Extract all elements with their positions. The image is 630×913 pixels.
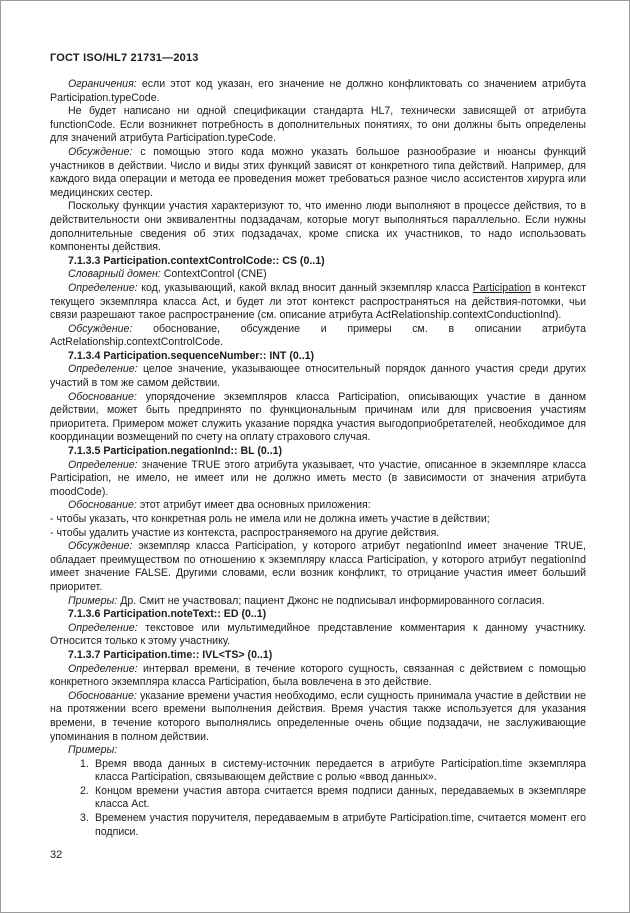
lead-in-label: Примеры: <box>68 744 118 757</box>
text-run: интервал времени, в течение которого сущность, связанная с действием с помощью конкретного экземпляра класса Participation, была вовлечена в это действие. <box>50 662 586 689</box>
list-item <box>50 758 586 785</box>
section-heading <box>50 445 586 459</box>
paragraph <box>50 622 586 649</box>
paragraph <box>50 323 586 350</box>
paragraph <box>50 663 586 690</box>
lead-in-label: Обсуждение: <box>68 145 141 158</box>
document-content <box>50 78 586 839</box>
lead-in-label: Обоснование: <box>68 499 140 512</box>
list-item-number: 1. <box>80 757 89 770</box>
lead-in-label: Словарный домен: <box>68 268 164 281</box>
paragraph <box>50 690 586 744</box>
paragraph <box>50 540 586 594</box>
paragraph <box>50 595 586 609</box>
text-run: значение TRUE этого атрибута указывает, что участие, описанное в экземпляре класса Participation, не имело, не имеет или не должно иметь место (в зависимости от значения атрибута moodCode). <box>50 458 587 498</box>
text-run: этот атрибут имеет два основных приложения: <box>139 499 371 512</box>
text-run: - чтобы удалить участие из контекста, распространяемого на другие действия. <box>50 526 440 539</box>
paragraph <box>50 282 586 323</box>
text-run: 7.1.3.5 Participation.negationInd:: BL (0..1) <box>68 445 283 458</box>
document-header: ГОСТ ISO/HL7 21731—2013 <box>50 52 199 64</box>
section-heading <box>50 649 586 663</box>
text-run: 7.1.3.7 Participation.time:: IVL<TS> (0..1) <box>68 648 273 661</box>
text-run: Концом времени участия автора считается время подписи данных, передаваемых в экземпляре класса Act. <box>95 784 586 811</box>
text-run: Поскольку функции участия характеризуют то, что именно люди выполняют в процессе действия, то в действительности они эквивалентны подзадачам, которые могут выполняться параллельно. Если нужны дополнительные сведения об этих подзадачах, кроме списка их участников, то надо использовать компоненты действия. <box>50 200 586 254</box>
paragraph <box>50 363 586 390</box>
dash-item <box>50 513 586 527</box>
text-run: с помощью этого кода можно указать большое разнообразие и нюансы функций участников в действии. Число и виды этих функций зависят от конкретного типа действий. Например, для каждого вида операции и метода ее проведения может требоваться разное число ассистентов хирурга или медицинских сестер. <box>50 145 586 199</box>
text-run: экземпляр класса Participation, у которого атрибут negationInd имеет значение TRUE, обладает преимуществом по отношению к экземпляру класса Participation, у которого атрибут negationInd имеет значение FALSE. Другими словами, если возник конфликт, то отрицание участия имеет больший приоритет. <box>50 540 586 593</box>
paragraph <box>50 78 586 105</box>
paragraph <box>50 268 586 282</box>
list-item-number: 2. <box>80 784 89 797</box>
list-item <box>50 812 586 839</box>
text-run: если этот код указан, его значение не должно конфликтовать со значением атрибута Participation.typeCode. <box>50 78 586 104</box>
text-run: - чтобы указать, что конкретная роль не имела или не должна иметь участие в действии; <box>50 513 490 525</box>
text-run: Др. Смит не участвовал; пациент Джонс не подписывал информированного согласия. <box>120 594 545 607</box>
dash-item <box>50 527 586 541</box>
section-heading <box>50 608 586 622</box>
page-number: 32 <box>50 849 63 861</box>
paragraph <box>50 146 586 200</box>
lead-in-label: Определение: <box>68 458 142 471</box>
section-heading <box>50 255 586 269</box>
text-run: 7.1.3.3 Participation.contextControlCode:: CS (0..1) <box>68 254 325 267</box>
text-run: текстовое или мультимедийное представление комментария к данному участнику. Относится только к этому участнику. <box>50 621 586 648</box>
lead-in-label: Определение: <box>68 363 143 376</box>
lead-in-label: Примеры: <box>68 594 121 607</box>
lead-in-label: Обоснование: <box>68 689 141 702</box>
list-item-text <box>95 785 586 812</box>
text-run: Participation <box>472 281 532 294</box>
list-item-text <box>95 812 586 839</box>
lead-in-label: Обоснование: <box>68 390 146 403</box>
lead-in-label: Определение: <box>68 662 143 675</box>
lead-in-label: Ограничения: <box>68 78 142 90</box>
text-run: 7.1.3.6 Participation.noteText:: ED (0..1) <box>68 608 267 621</box>
list-item <box>50 785 586 812</box>
lead-in-label: Определение: <box>68 621 146 634</box>
text-run: 7.1.3.4 Participation.sequenceNumber:: INT (0..1) <box>68 349 315 362</box>
section-heading <box>50 350 586 364</box>
paragraph <box>50 391 586 445</box>
list-item-number: 3. <box>80 812 89 825</box>
paragraph <box>50 744 586 758</box>
text-run: Временем участия поручителя, передаваемым в атрибуте Participation.time, считается момент его подписи. <box>95 812 586 838</box>
text-run: указание времени участия необходимо, если сущность принимала участие в действии не на протяжении всего времени выполнения действия. Время участия также используется для указания времени, в течение которого выполнялись определенные очень общие подзадачи, не заслуживающие упоминания в полном действии. <box>50 689 586 743</box>
text-run: целое значение, указывающее относительный порядок данного участия среди других участий в том же самом действии. <box>50 363 586 390</box>
paragraph <box>50 105 586 146</box>
lead-in-label: Обсуждение: <box>68 540 139 553</box>
text-run: Не будет написано ни одной спецификации стандарта HL7, технически зависящей от атрибута functionCode. Если возникнет потребность в дополнительных понятиях, то они должны быть определены для значений атрибута Participation.typeCode. <box>50 105 586 145</box>
lead-in-label: Обсуждение: <box>68 322 154 335</box>
text-run: в контекст текущего экземпляра класса Act, и будет ли этот контекст распространяться на действия-потомки, чьи связи разрешают такое распространение (см. описание атрибута ActRelationship.contextConductionInd). <box>50 281 586 322</box>
list-item-text <box>95 758 586 785</box>
text-run: Время ввода данных в систему-источник передается в атрибуте Participation.time экземпляра класса Participation, связывающем действие с ролью «ввод данных». <box>95 757 586 784</box>
paragraph <box>50 459 586 500</box>
text-run: код, указывающий, какой вклад вносит данный экземпляр класса <box>141 281 473 294</box>
text-run: обоснование, обсуждение и примеры см. в описании атрибута ActRelationship.contextControlCode. <box>50 322 586 349</box>
text-run: ContextControl (CNE) <box>163 268 267 281</box>
paragraph <box>50 499 586 513</box>
lead-in-label: Определение: <box>68 281 142 294</box>
paragraph <box>50 200 586 254</box>
text-run: упорядочение экземпляров класса Participation, описывающих участие в данном действии, может быть предпринято по функциональным причинам или для присвоения участиям приоритета. Примером может служить указание порядка участия выгодоприобретателей, необходимое для координации возмещений по счету на оплату страхового случая. <box>50 390 586 444</box>
